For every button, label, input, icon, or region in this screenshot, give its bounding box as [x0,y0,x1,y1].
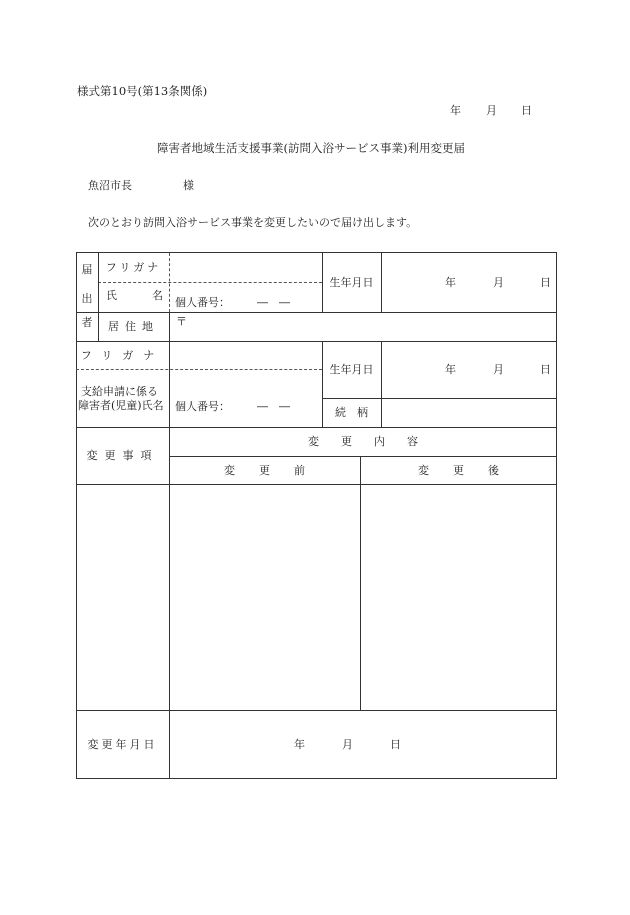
date-year-label: 年 [450,104,461,117]
change-date-field[interactable] [170,711,556,778]
child-name-field[interactable] [170,370,321,426]
addressee-name: 魚沼市長 [88,179,132,192]
applicant-address-field[interactable] [170,313,556,340]
applicant-my-number-label: 個人番号： [175,296,230,309]
child-my-number-label: 個人番号： [175,400,230,413]
addressee-honorific: 様 [183,179,194,192]
change-date-label: 変更年月日 [87,738,158,751]
change-item-label: 変更事項 [86,449,159,462]
intro-sentence: 次のとおり訪問入浴サービス事業を変更したいので届け出します。 [88,216,418,229]
document-title: 障害者地域生活支援事業(訪問入浴サービス事業)利用変更届 [157,141,465,155]
child-dob-label: 生年月日 [329,363,374,376]
change-after-label: 変更後 [418,463,523,477]
applicant-dob-day: 日 [540,276,551,289]
date-month-label: 月 [486,104,497,117]
change-before-field[interactable] [170,485,359,709]
child-relation-label: 続 柄 [335,406,368,419]
applicant-dob-label: 生年月日 [329,276,374,289]
applicant-furigana-field[interactable] [170,254,321,281]
child-dob-year: 年 [445,363,456,376]
applicant-dob-field[interactable] [382,254,556,311]
applicant-dob-year: 年 [445,276,456,289]
date-day-label: 日 [521,104,532,117]
change-after-field[interactable] [361,485,556,709]
child-furigana-label: フリガナ [80,348,165,362]
child-furigana-field[interactable] [170,342,321,368]
applicant-furigana-label: フリガナ [105,261,162,274]
postal-mark: 〒 [176,315,187,328]
child-dob-day: 日 [540,363,551,376]
change-date-year: 年 [294,738,305,751]
applicant-my-number-separator: ― ― [257,296,290,309]
child-relation-field[interactable] [382,399,556,426]
child-dob-month: 月 [493,363,504,376]
form-number: 様式第10号(第13条関係) [77,84,208,98]
applicant-dob-month: 月 [493,276,504,289]
change-date-day: 日 [390,738,401,751]
child-dob-field[interactable] [382,342,556,397]
child-my-number-separator: ― ― [257,400,290,413]
change-item-field[interactable] [77,485,168,709]
change-before-label: 変更前 [224,463,329,477]
change-date-month: 月 [342,738,353,751]
change-content-label: 変更内容 [308,435,440,448]
applicant-address-label: 居住地 [108,320,159,333]
